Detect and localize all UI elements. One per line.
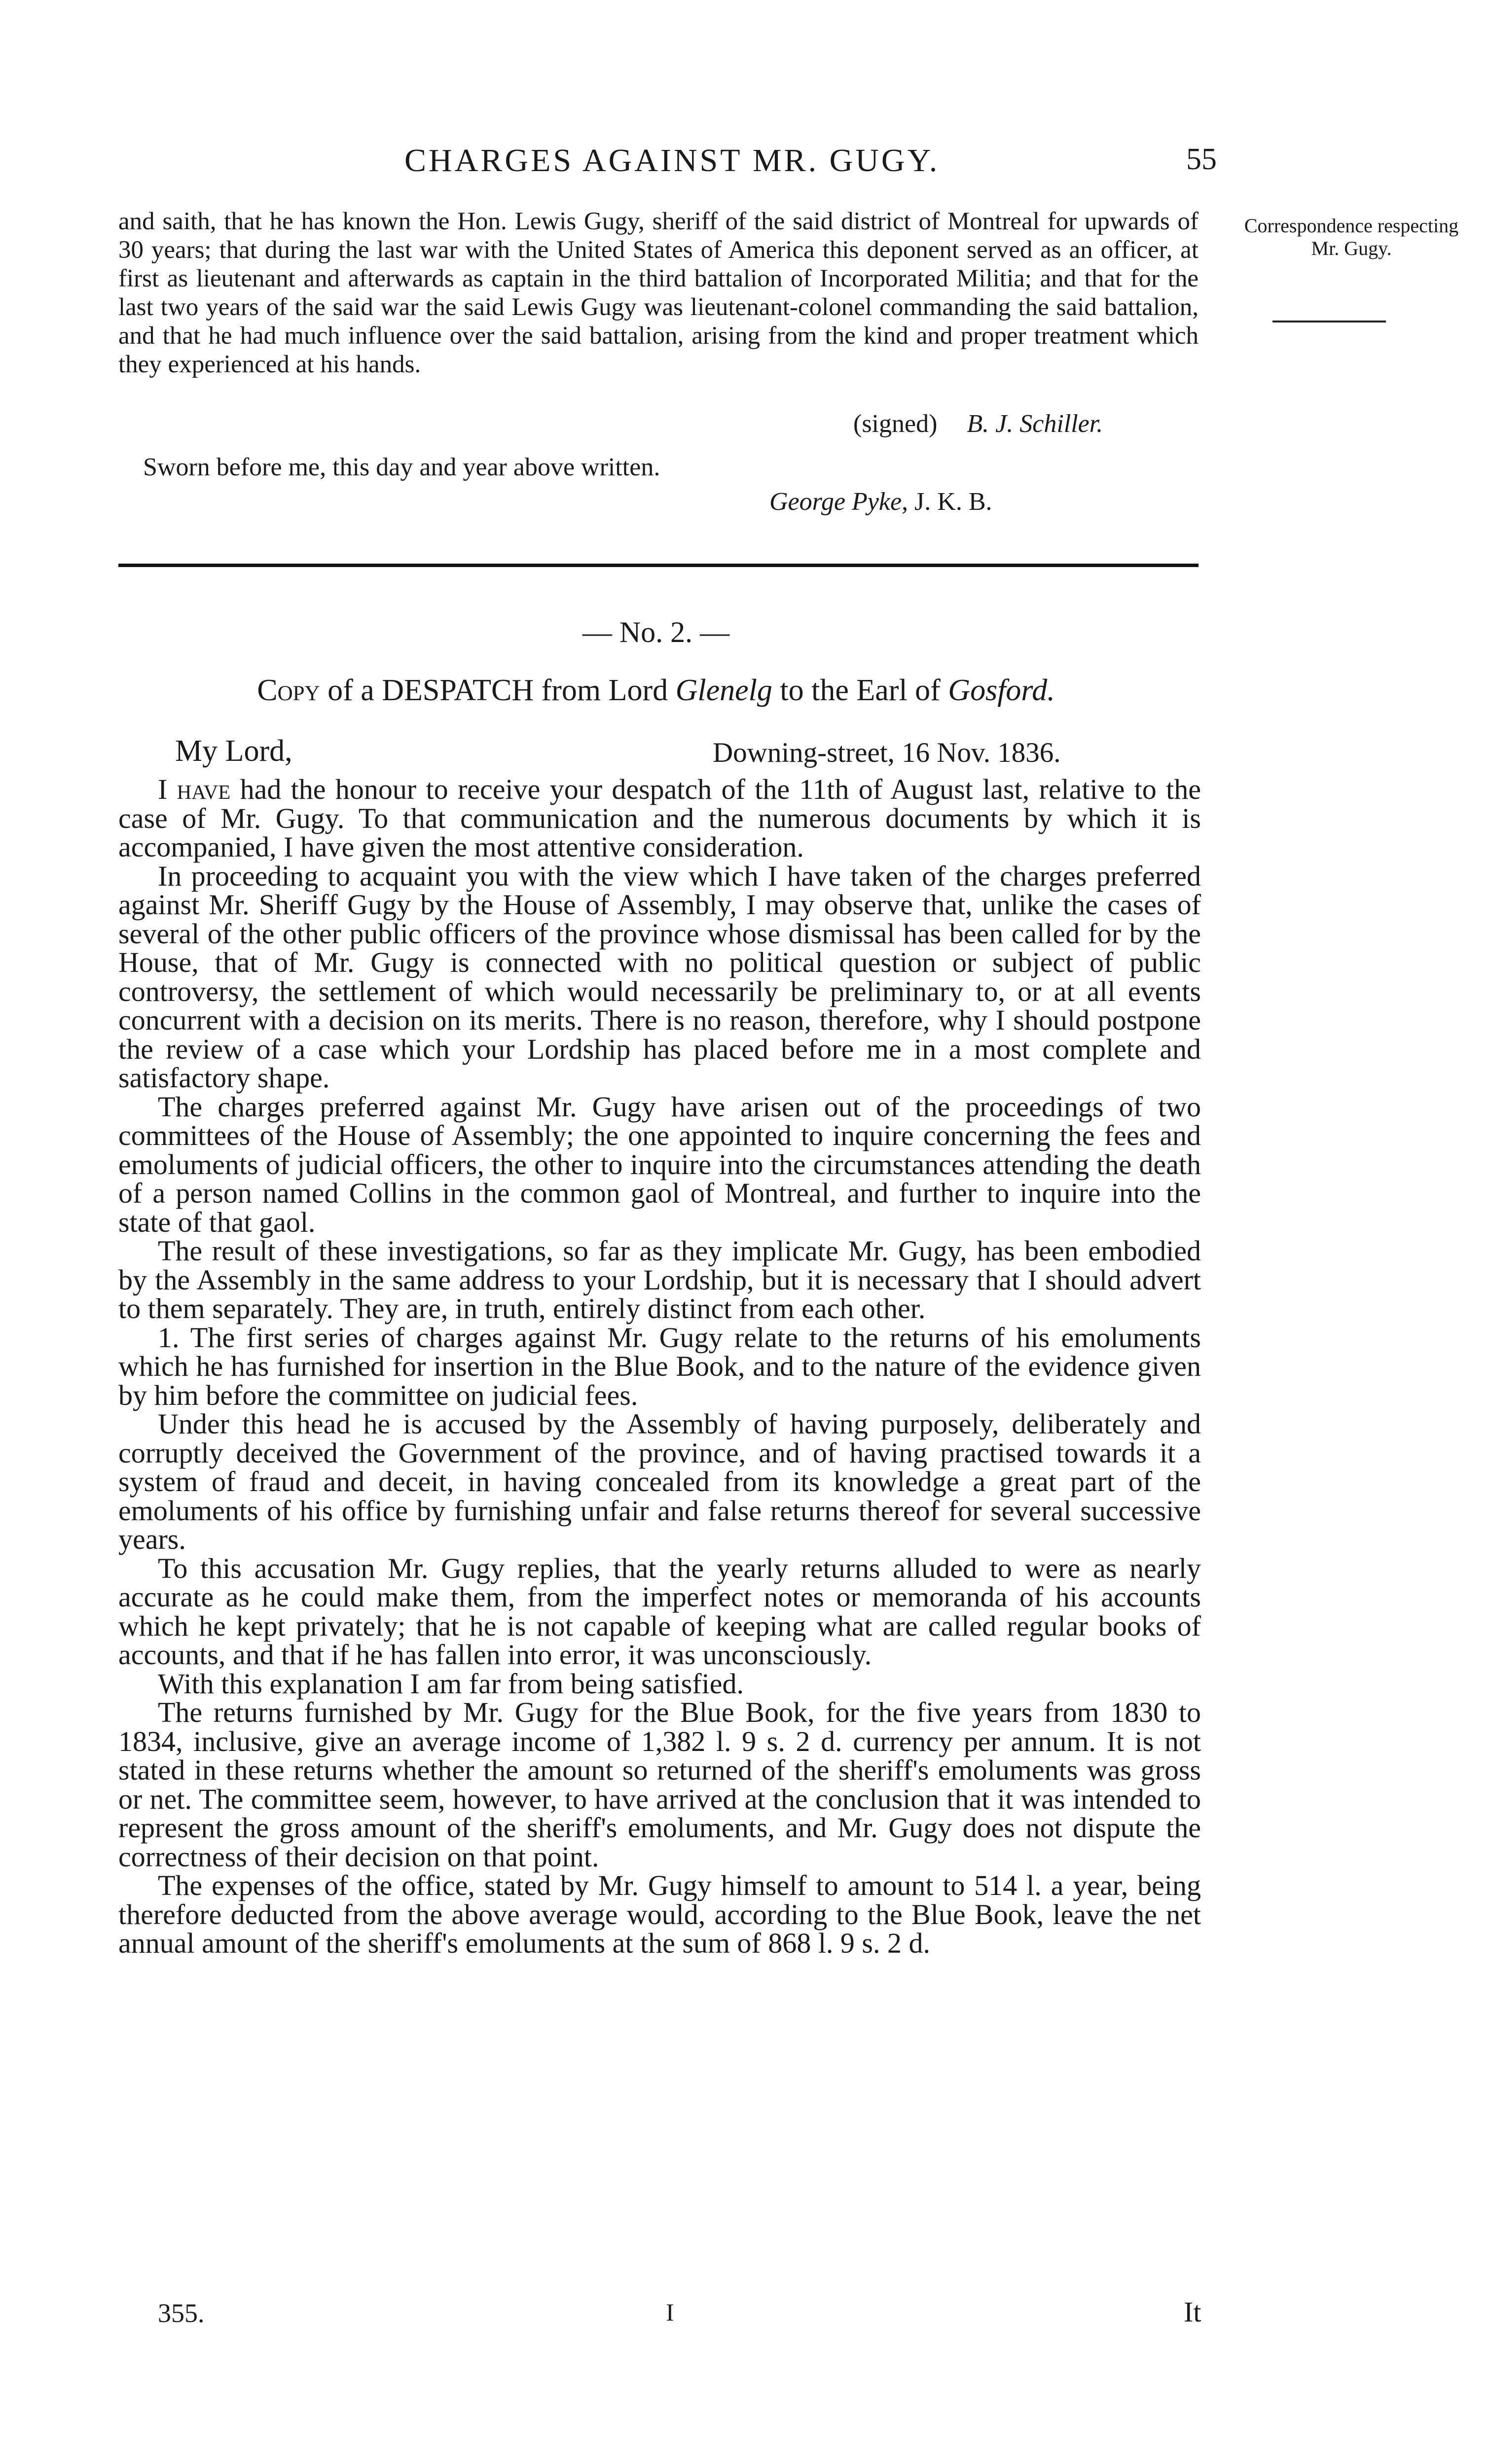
body-paragraph: The result of these investigations, so far as they implicate Mr. Gugy, has been embodied by the Assembly in the same address to your Lordship, but it is necessary that I should advert to them separately. They are, in truth, entirely distinct from each other.: [118, 1235, 1201, 1324]
deposition-signature: [853, 409, 1103, 438]
body-paragraph: Under this head he is accused by the Assembly of having purposely, deliberately and corruptly deceived the Government of the province, and of having practised towards it a system of fraud and deceit, in having concealed from its knowledge a great part of the emoluments of his office by furnishing unfair and false returns thereof for several successive years.: [118, 1408, 1201, 1555]
body-paragraph: 1. The first series of charges against Mr. Gugy relate to the returns of his emoluments which he has furnished for insertion in the Blue Book, and to the nature of the evidence given by him before the committee on judicial fees.: [118, 1321, 1201, 1411]
signed-label: (signed): [853, 410, 938, 438]
document-number: — No. 2. —: [582, 616, 730, 648]
body-paragraph: The expenses of the office, stated by Mr. Gugy himself to amount to 514 l. a year, being therefore deducted from the above average would, according to the Blue Book, leave the net annual amount of the sheriff's emoluments at the sum of 868 l. 9 s. 2 d.: [118, 1869, 1201, 1959]
witness-signature: [769, 487, 992, 516]
witness-name: George Pyke,: [769, 488, 909, 516]
body-paragraph: I have had the honour to receive your despatch of the 11th of August last, relative to the case of Mr. Gugy. To that communication and the numerous documents by which it is accompanied, I have given the most attentive consideration.: [118, 773, 1201, 863]
despatch-body: [118, 775, 1201, 1958]
title-part-2: to the Earl of: [780, 674, 941, 707]
body-paragraph: In proceeding to acquaint you with the view which I have taken of the charges preferred against Mr. Sheriff Gugy by the House of Assembly, I may observe that, unlike the cases of several of the other public officers of the province whose dismissal has been called for by the House, that of Mr. Gugy is connected with no political question or subject of public controversy, the settlement of which would necessarily be preliminary to, or at all events concurrent with a decision on its merits. There is no reason, therefore, why I should postpone the review of a case which your Lordship has placed before me in a most complete and satisfactory shape.: [118, 859, 1201, 1094]
despatch-title: [0, 673, 1312, 708]
margin-note: Correspondence respecting Mr. Gugy.: [1244, 214, 1459, 259]
body-paragraph: The charges preferred against Mr. Gugy have arisen out of the proceedings of two committees of the House of Assembly; the one appointed to inquire concerning the fees and emoluments of judicial officers, the other to inquire into the circumstances attending the death of a person named Collins in the common gaol of Montreal, and further to inquire into the state of that gaol.: [118, 1090, 1201, 1238]
title-lord-name: Glenelg: [675, 674, 772, 707]
signer-name: B. J. Schiller.: [967, 410, 1103, 438]
dateline: Downing-street, 16 Nov. 1836.: [713, 737, 1061, 768]
printer-signature-mark: 355.: [158, 2298, 205, 2328]
margin-note-rule: [1272, 321, 1386, 322]
body-paragraph: To this accusation Mr. Gugy replies, that the yearly returns alluded to were as nearly accurate as he could make them, from the imperfect notes or memoranda of his accounts which he kept privately; that he is not capable of keeping what are called regular books of accounts, and that if he has fallen into error, it was unconsciously.: [118, 1552, 1201, 1671]
title-copy-word: Copy: [257, 674, 320, 707]
title-part-1: of a DESPATCH from Lord: [327, 674, 668, 707]
page-number: 55: [1186, 143, 1217, 176]
salutation: My Lord,: [175, 734, 292, 768]
body-paragraph: With this explanation I am far from being satisfied.: [158, 1667, 744, 1700]
running-header-title: CHARGES AGAINST MR. GUGY.: [404, 143, 940, 179]
title-earl-name: Gosford.: [948, 674, 1055, 707]
sworn-statement: Sworn before me, this day and year above written.: [143, 453, 660, 481]
witness-title: J. K. B.: [914, 488, 992, 516]
sheet-mark: I: [666, 2298, 674, 2326]
catchword: It: [1184, 2296, 1201, 2328]
body-paragraph: The returns furnished by Mr. Gugy for the Blue Book, for the five years from 1830 to 1834, inclusive, give an average income of 1,382 l. 9 s. 2 d. currency per annum. It is not stated in these returns whether the amount so returned of the sheriff's emoluments was gross or net. The committee seem, however, to have arrived at the conclusion that it was intended to represent the gross amount of the sheriff's emoluments, and Mr. Gugy does not dispute the correctness of their decision on that point.: [118, 1696, 1201, 1873]
deposition-paragraph: and saith, that he has known the Hon. Lewis Gugy, sheriff of the said district of Montreal for upwards of 30 years; that during the last war with the United States of America this deponent served as an officer, at first as lieutenant and afterwards as captain in the third battalion of Incorporated Militia; and that for the last two years of the said war the said Lewis Gugy was lieutenant-colonel commanding the said battalion, and that he had much influence over the said battalion, arising from the kind and proper treatment which they experienced at his hands.: [118, 208, 1199, 378]
section-divider: [118, 564, 1199, 567]
opening-words: I have: [158, 773, 231, 805]
